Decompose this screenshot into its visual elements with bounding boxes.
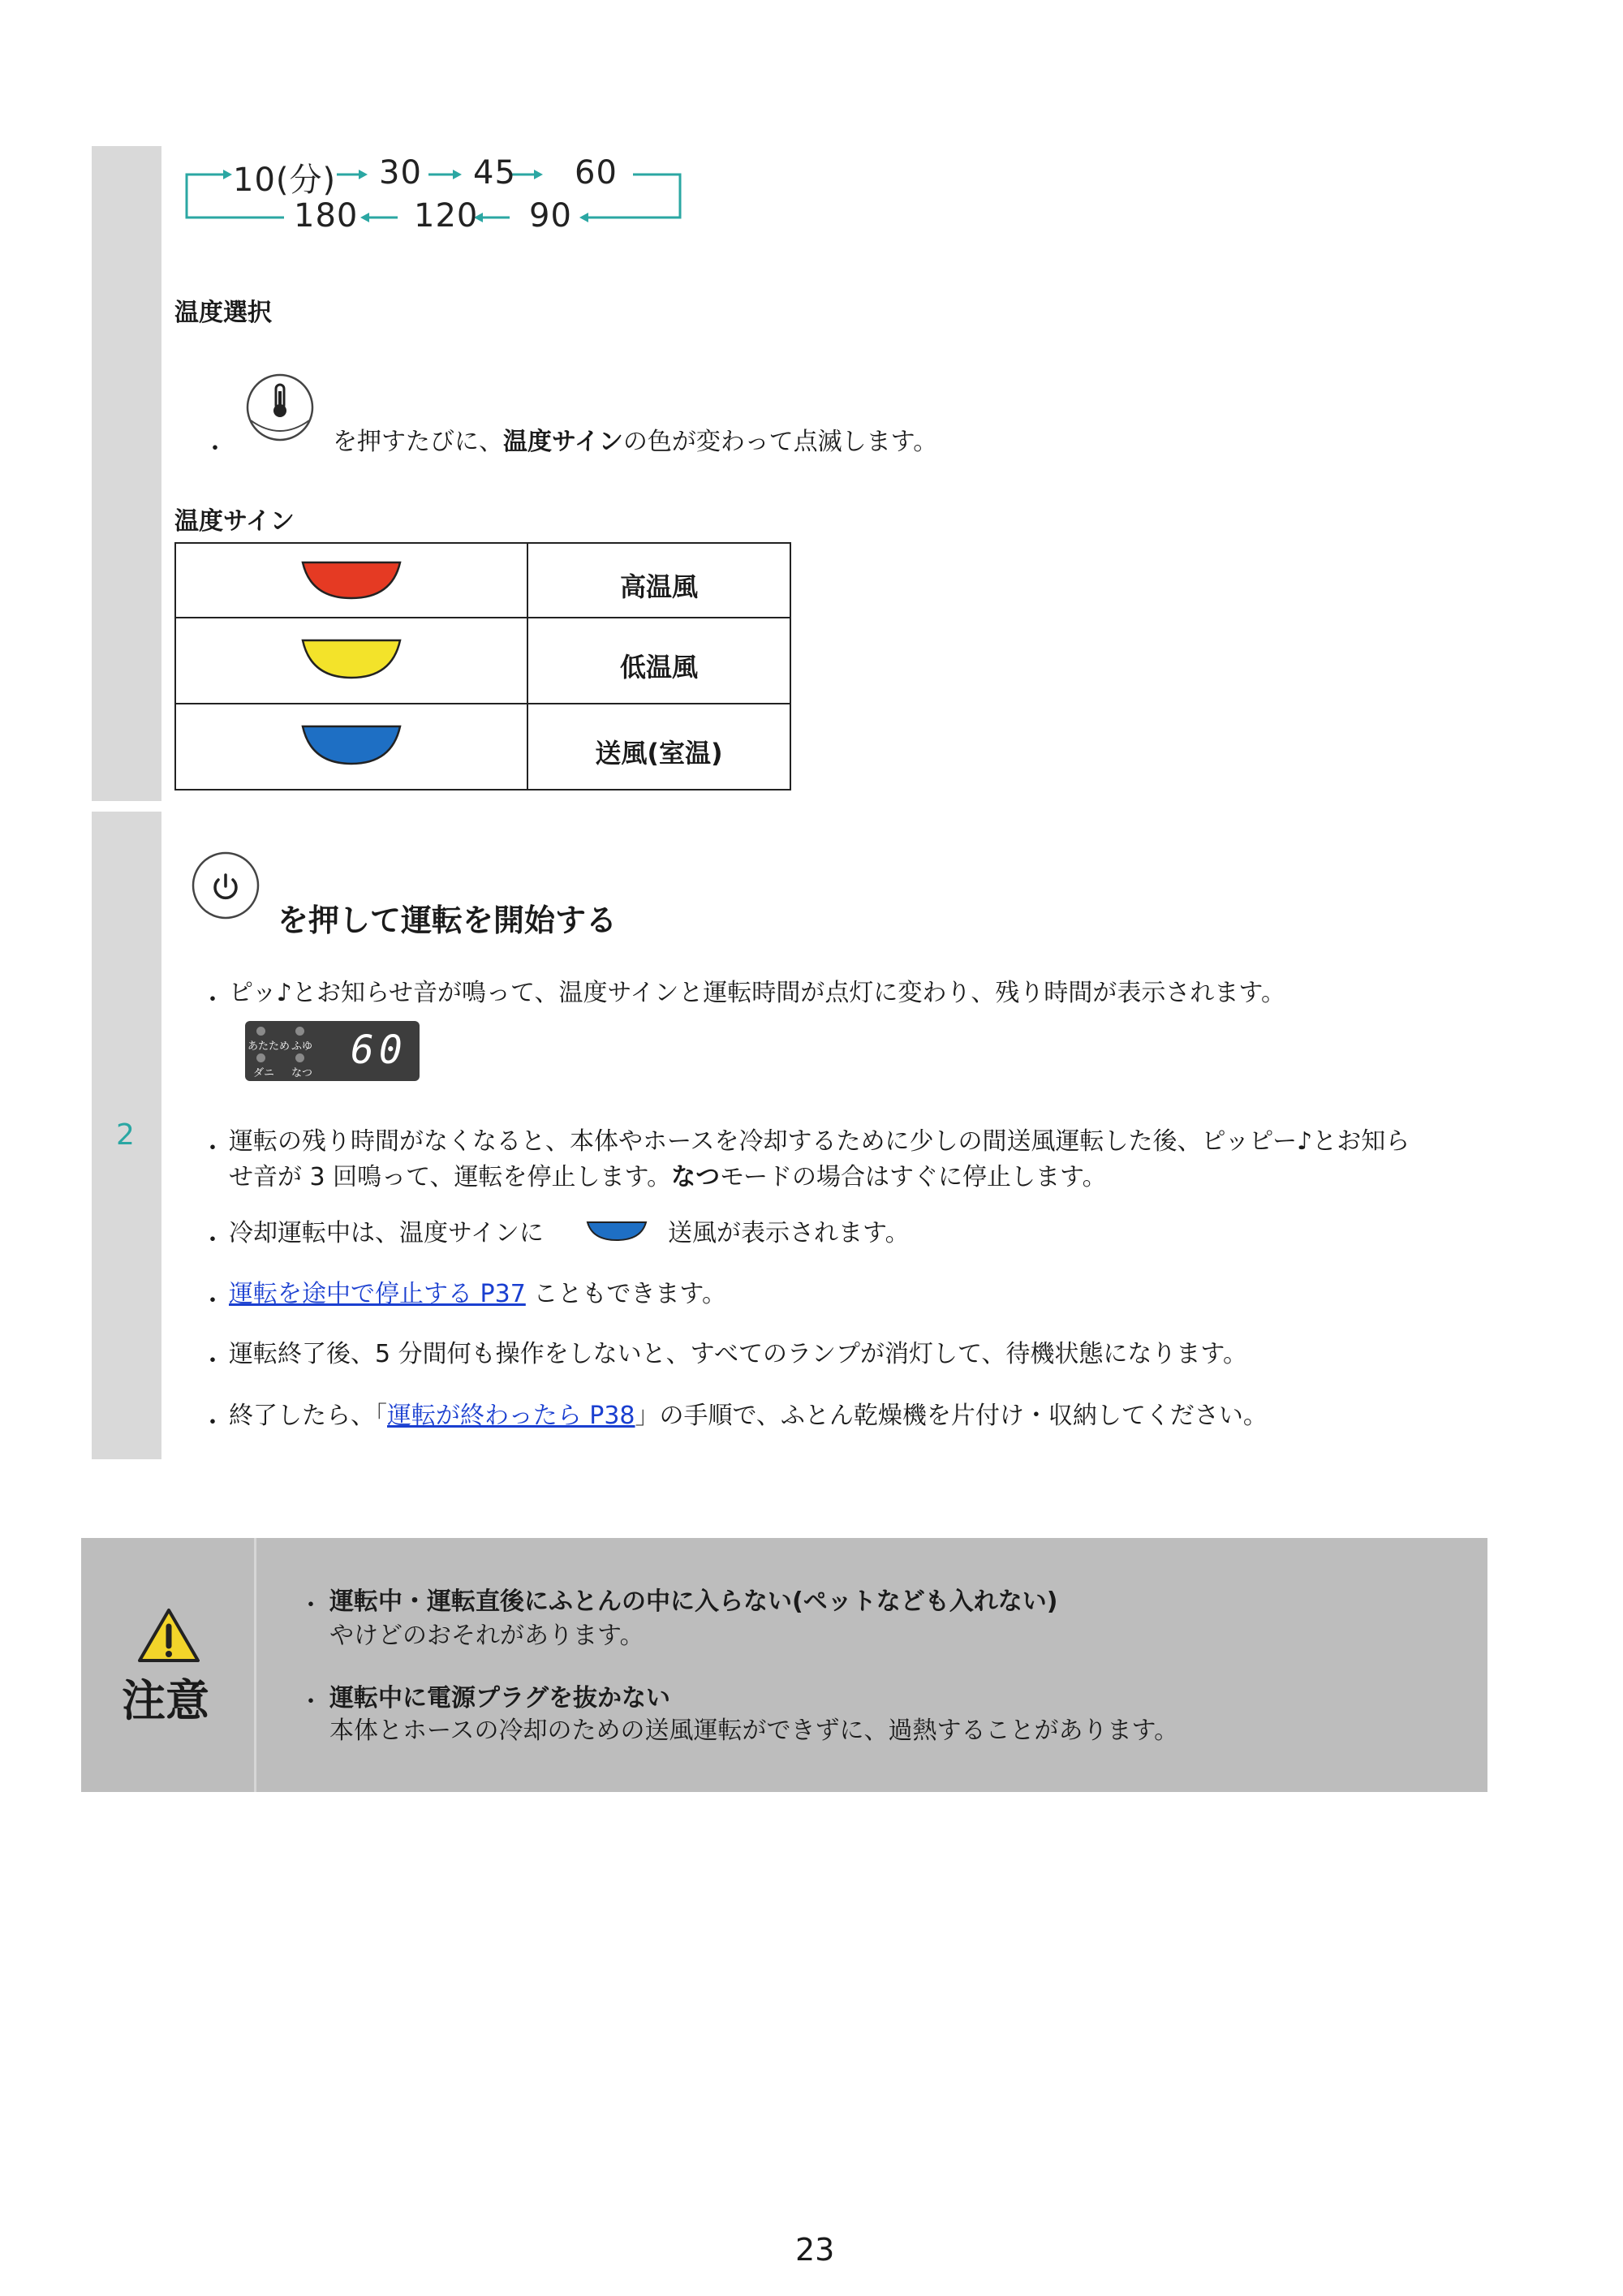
page-number: 23 <box>795 2232 835 2268</box>
bullet-4-post: こともできます。 <box>525 1280 726 1308</box>
bullet-2-line-1: 運転の残り時間がなくなると、本体やホースを冷却するために少しの間送風運転した後、ピッピー♪とお知ら <box>229 1127 1410 1156</box>
mode-label-atatame: あたため <box>248 1040 291 1053</box>
bullet-marker: ・ <box>200 1226 225 1255</box>
after-operation-link[interactable]: 運転が終わったら P38 <box>387 1402 635 1430</box>
step2-bullet-3-pre: 冷却運転中は、温度サインに <box>229 1219 544 1247</box>
bullet-marker: ・ <box>299 1592 323 1620</box>
bullet-6-post: 」の手順で、ふとん乾燥機を片付け・収納してください。 <box>635 1402 1268 1430</box>
mode-lamp <box>295 1053 304 1062</box>
step2-bullet-3-post: 送風が表示されます。 <box>668 1219 910 1247</box>
sign-cell <box>175 543 527 618</box>
fan-sign-icon <box>177 705 526 788</box>
step2-title: を押して運転を開始する <box>278 902 618 938</box>
bullet-marker: ・ <box>200 1347 225 1376</box>
mode-label-fuyu: ふゆ <box>291 1040 313 1053</box>
step2-bullet-6 <box>229 1398 1268 1434</box>
step2-bullet-1: ピッ♪とお知らせ音が鳴って、温度サインと運転時間が点灯に変わり、残り時間が表示されます。 <box>229 979 1285 1007</box>
step2-bullet-5: 運転終了後、5 分間何も操作をしないと、すべてのランプが消灯して、待機状態になります。 <box>229 1340 1248 1368</box>
bullet-6-pre: 終了したら、「 <box>229 1402 387 1430</box>
bullet-marker: ・ <box>299 1688 323 1717</box>
timer-row-1 <box>233 154 336 200</box>
timer-value-120: 120 <box>414 197 479 235</box>
stop-operation-link[interactable]: 運転を途中で停止する P37 <box>229 1280 526 1308</box>
mode-lamp <box>256 1053 265 1062</box>
temp-sign-heading: 温度サイン <box>174 507 295 536</box>
high-temp-sign-icon <box>177 545 526 616</box>
step1-side-bar <box>92 146 161 801</box>
step2-bullet-2 <box>229 1124 1410 1195</box>
timer-value-60: 60 <box>575 154 618 192</box>
bullet-marker: ・ <box>200 1287 225 1316</box>
temp-select-text-pre: を押すたびに、 <box>333 428 503 456</box>
mode-lamp <box>256 1027 265 1036</box>
bullet-marker: ・ <box>200 986 225 1014</box>
timer-value-45: 45 <box>473 154 516 192</box>
temp-select-text-post: の色が変わって点滅します。 <box>622 428 938 456</box>
caution-divider <box>254 1538 256 1792</box>
warning-triangle-icon <box>136 1607 201 1664</box>
fan-sign-icon <box>584 1217 649 1243</box>
caution-item-1-desc: やけどのおそれがあります。 <box>329 1622 644 1650</box>
table-row <box>175 543 790 618</box>
table-row <box>175 704 790 790</box>
natsu-mode-term: なつ <box>671 1163 721 1191</box>
thermometer-button-icon <box>246 373 314 442</box>
table-row <box>175 618 790 704</box>
bullet-marker: ・ <box>200 1135 225 1163</box>
temp-sign-table <box>174 542 791 790</box>
bullet-2-line-2-pre: せ音が 3 回鳴って、運転を停止します。 <box>229 1163 672 1191</box>
mode-lamp <box>295 1027 304 1036</box>
sign-cell <box>175 704 527 790</box>
temp-select-text <box>333 424 937 460</box>
sign-label: 高温風 <box>527 543 790 618</box>
remaining-time-digits: 60 <box>351 1027 407 1073</box>
low-temp-sign-icon <box>177 619 526 702</box>
caution-item-2-title: 運転中に電源プラグを抜かない <box>329 1684 670 1712</box>
temp-bullet-marker: ・ <box>203 435 227 463</box>
caution-box <box>81 1538 1487 1792</box>
timer-value-180: 180 <box>294 197 359 235</box>
caution-label: 注意 <box>122 1675 209 1726</box>
mode-label-natsu: なつ <box>291 1067 313 1079</box>
caution-item-2-desc: 本体とホースの冷却のための送風運転ができずに、過熱することがあります。 <box>329 1717 1179 1745</box>
temp-sign-term: 温度サイン <box>503 428 623 456</box>
control-panel-display <box>245 1021 420 1081</box>
sign-label: 低温風 <box>527 618 790 704</box>
timer-value-90: 90 <box>529 197 572 235</box>
power-button-icon <box>191 851 260 920</box>
step-number: 2 <box>116 1118 135 1152</box>
sign-cell <box>175 618 527 704</box>
step2-bullet-4 <box>229 1277 726 1312</box>
bullet-marker: ・ <box>200 1409 225 1437</box>
mode-label-dani: ダニ <box>253 1067 275 1079</box>
bullet-2-line-2-post: モードの場合はすぐに停止します。 <box>720 1163 1107 1191</box>
timer-value: 10(分) <box>233 162 337 199</box>
sign-label: 送風(室温) <box>527 704 790 790</box>
caution-item-1-title: 運転中・運転直後にふとんの中に入らない(ペットなども入れない) <box>329 1587 1058 1616</box>
timer-value-30: 30 <box>379 154 422 192</box>
temp-select-heading: 温度選択 <box>174 299 272 327</box>
